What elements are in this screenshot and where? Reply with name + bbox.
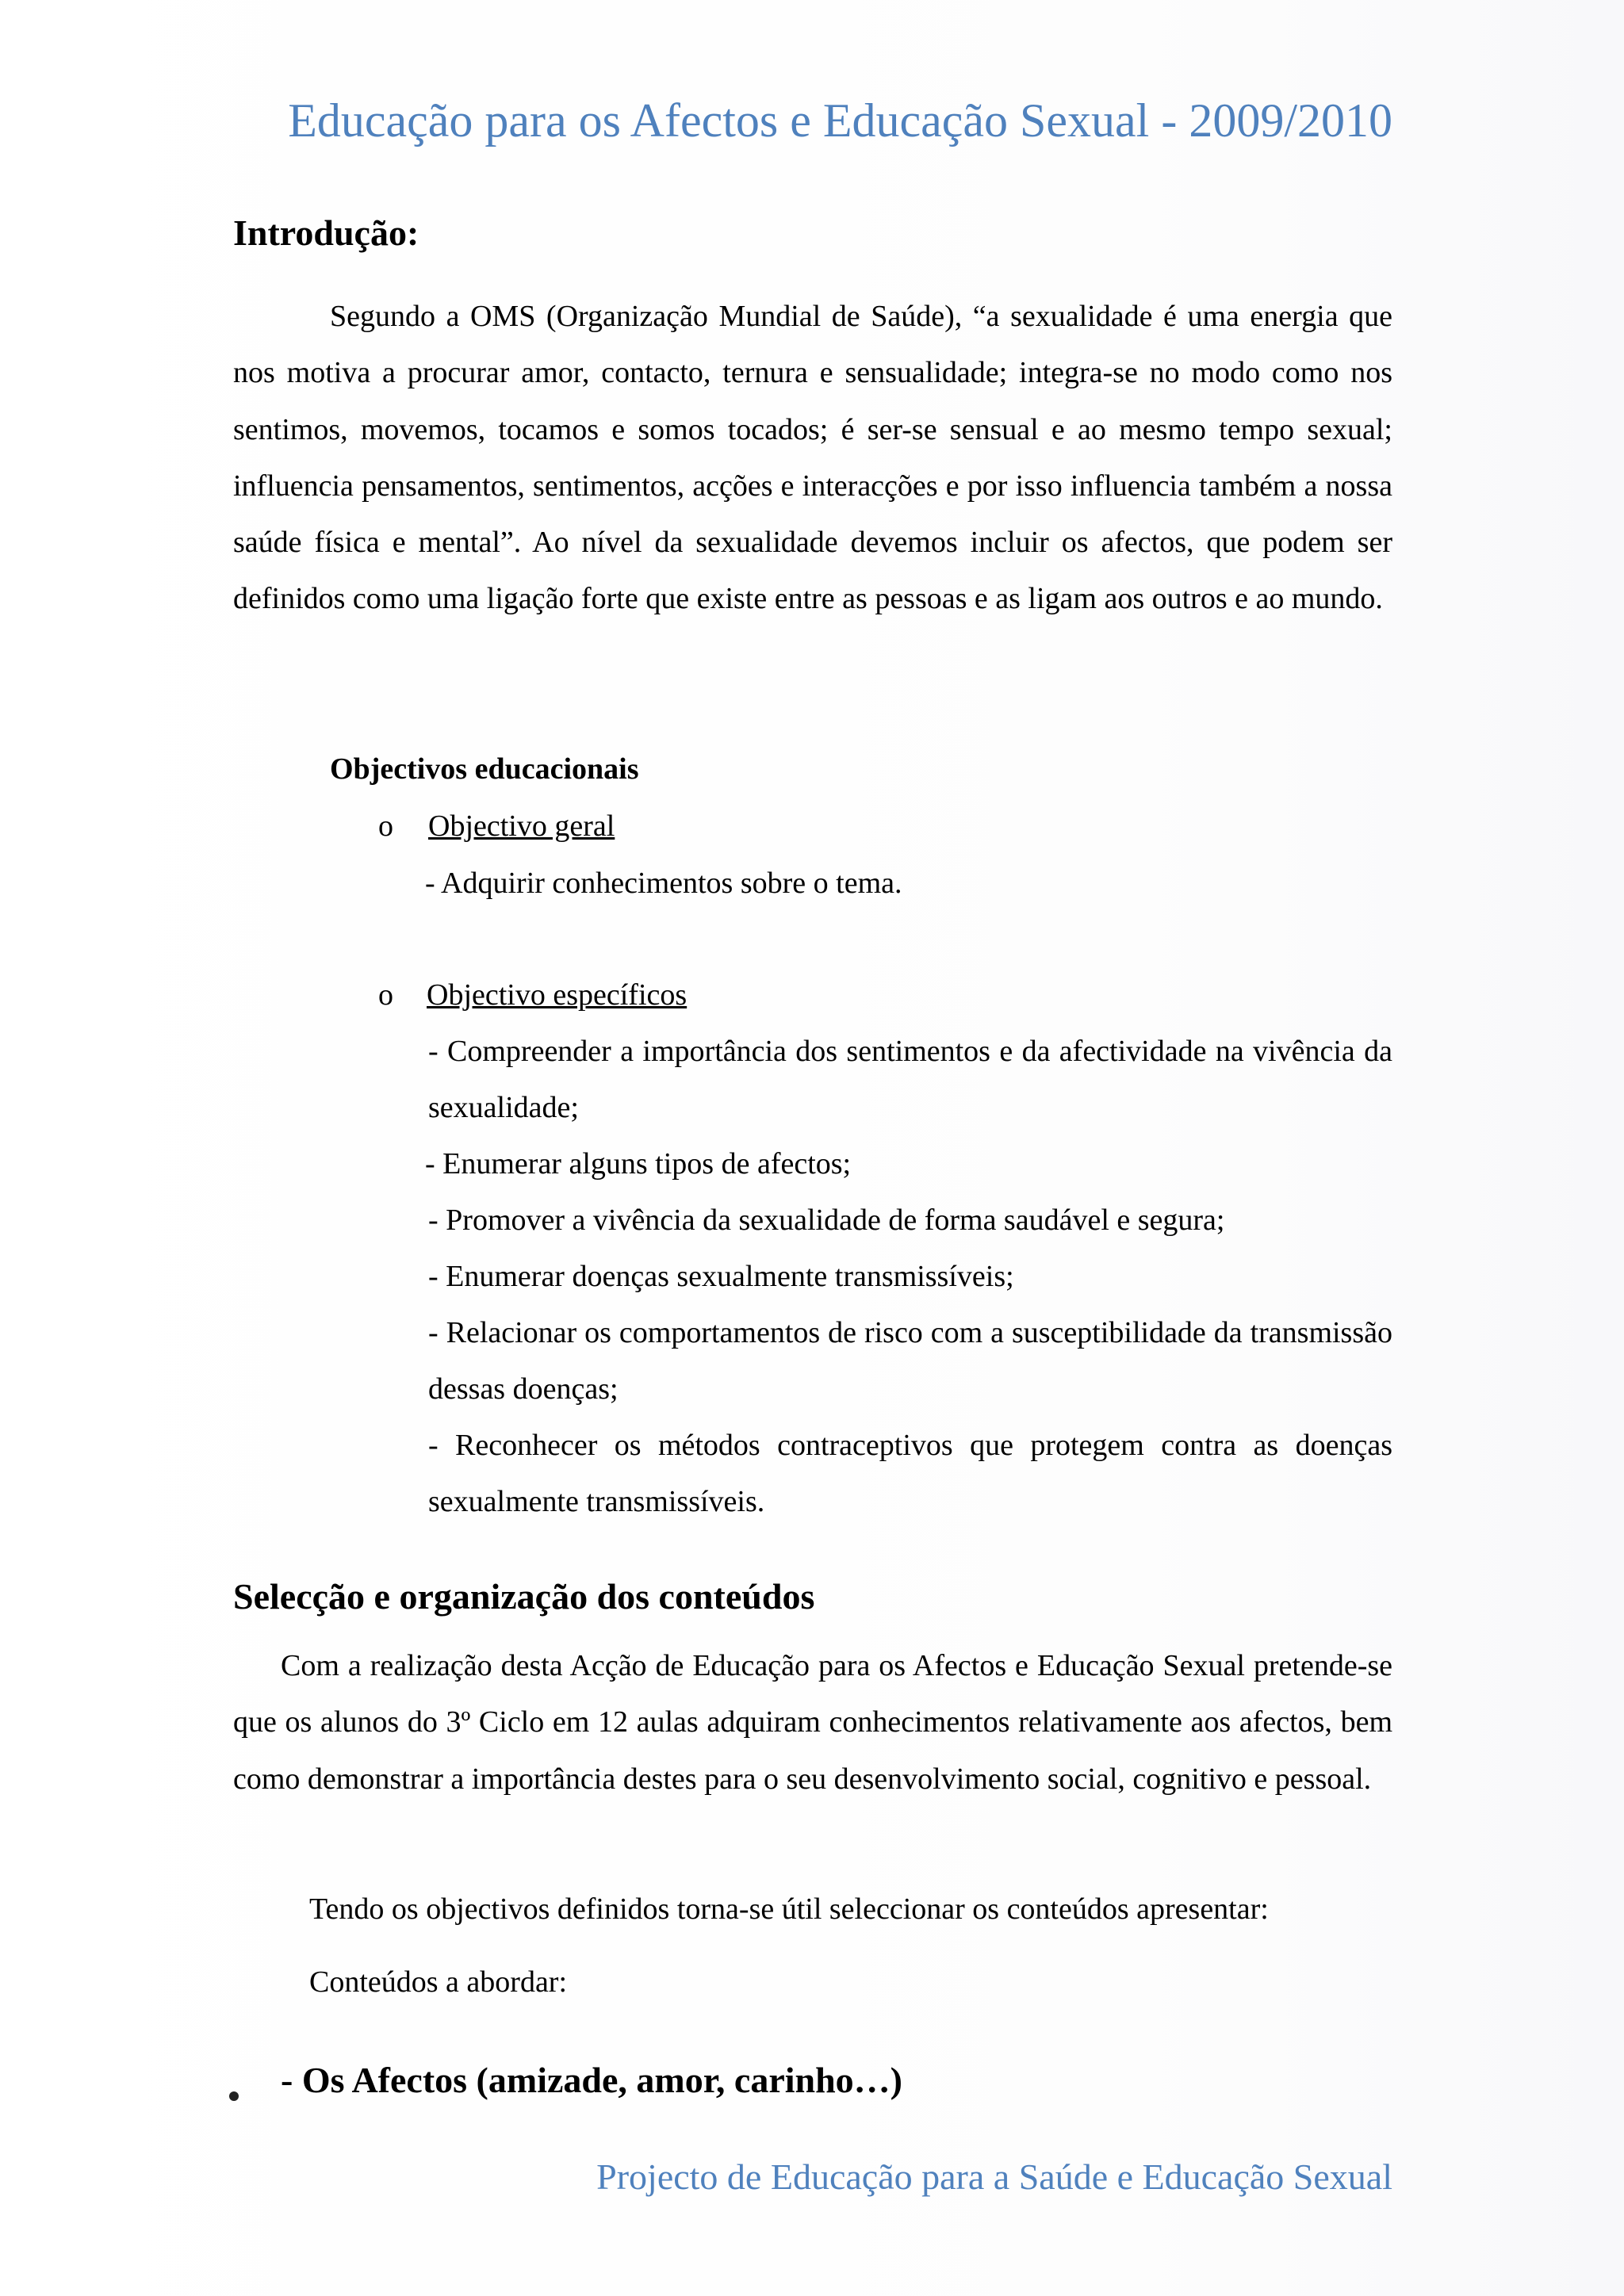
specific-objective-item: - Enumerar doenças sexualmente transmissíveis; [428,1260,1014,1293]
page-footer: Projecto de Educação para a Saúde e Educação Sexual [596,2156,1392,2197]
selection-line-1: Tendo os objectivos definidos torna-se útil seleccionar os conteúdos apresentar: [309,1892,1269,1926]
selection-line-2: Conteúdos a abordar: [309,1965,568,1999]
selection-heading: Selecção e organização dos conteúdos [233,1576,815,1617]
bullet-dot-icon [229,2091,239,2101]
page-header-title: Educação para os Afectos e Educação Sexual - 2009/2010 [288,94,1392,147]
specific-objective-item: - Relacionar os comportamentos de risco com a susceptibilidade da transmissão dessas doenças; [428,1316,1392,1406]
objectives-heading: Objectivos educacionais [330,752,639,786]
specific-objective-item: - Promover a vivência da sexualidade de forma saudável e segura; [428,1203,1225,1237]
bullet-marker-specific: o [378,978,393,1012]
objective-general-label: Objectivo geral [428,809,615,843]
specific-objective-item: - Reconhecer os métodos contraceptivos que protegem contra as doenças sexualmente transmissíveis. [428,1429,1392,1519]
objective-specific-label: Objectivo específicos [427,978,688,1012]
specific-objective-item: - Compreender a importância dos sentimentos e da afectividade na vivência da sexualidade; [428,1035,1392,1125]
selection-paragraph: Com a realização desta Acção de Educação para os Afectos e Educação Sexual pretende-se que os alunos do 3º Ciclo em 12 aulas adquiram conhecimentos relativamente aos afectos, bem como demonstrar a importância destes para o seu desenvolvimento social, cognitivo e pessoal. [233,1649,1392,1796]
specific-objective-item: - Enumerar alguns tipos de afectos; [425,1147,852,1181]
contents-bullet-item: - Os Afectos (amizade, amor, carinho…) [281,2060,902,2100]
intro-heading: Introdução: [233,212,419,253]
intro-paragraph: Segundo a OMS (Organização Mundial de Saúde), “a sexualidade é uma energia que nos motiva a procurar amor, contacto, ternura e sensualidade; integra-se no modo como nos sentimos, movemos, tocamos e somos tocados; é ser-se sensual e ao mesmo tempo sexual; influencia pensamentos, sentimentos, acções e interacções e por isso influencia também a nossa saúde física e mental”. Ao nível da sexualidade devemos incluir os afectos, que podem ser definidos como uma ligação forte que existe entre as pessoas e as ligam aos outros e ao mundo. [233,300,1392,616]
bullet-marker-general: o [378,809,393,843]
objective-general-item: - Adquirir conhecimentos sobre o tema. [425,867,902,900]
